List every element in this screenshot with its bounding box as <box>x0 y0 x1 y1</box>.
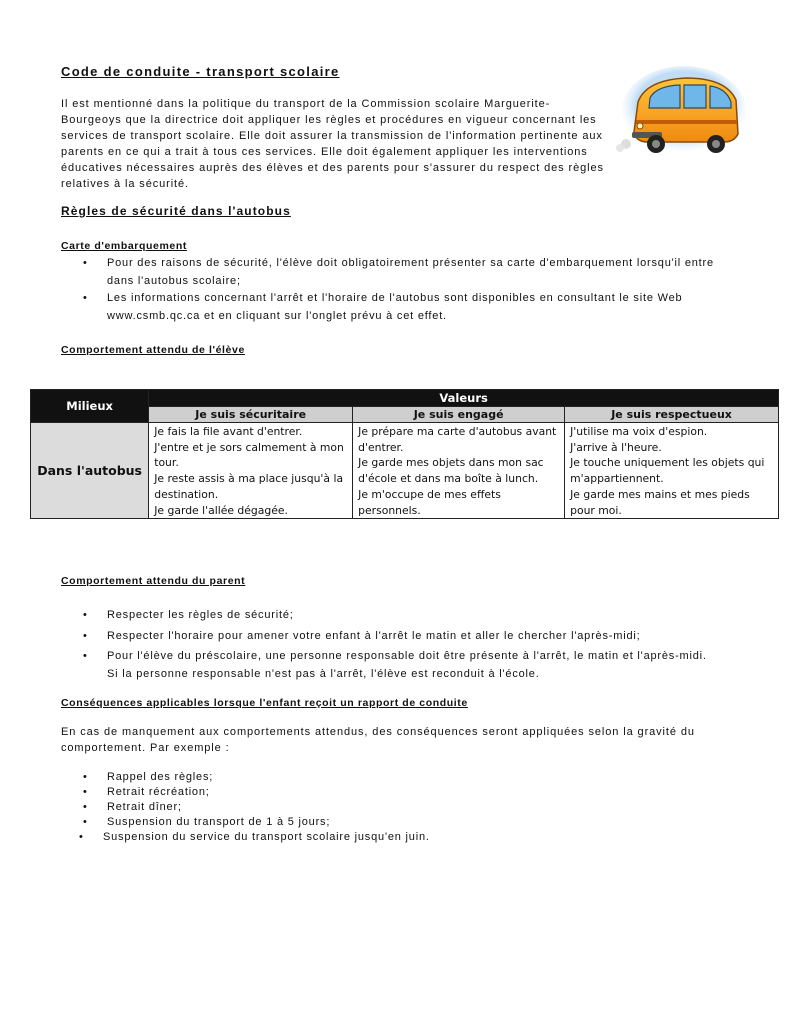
list-item: • Retrait dîner; <box>83 801 182 813</box>
consequences-bullet-list <box>79 770 707 845</box>
card-bullet-list <box>83 255 767 325</box>
intro-line: parents en ce qui a trait à tous ces services. Elle doit également appliquer les interventions <box>61 146 588 158</box>
subheading-consequences: Conséquences applicables lorsque l'enfant reçoit un rapport de conduite <box>61 697 468 709</box>
bullet-icon: • <box>83 816 88 828</box>
intro-paragraph <box>61 96 612 192</box>
list-item: • Suspension du transport de 1 à 5 jours; <box>83 816 331 828</box>
section-heading-rules: Règles de sécurité dans l'autobus <box>61 204 291 218</box>
bullet-icon: • <box>83 771 88 783</box>
sub-header-engage: Je suis engagé <box>353 407 565 423</box>
parent-bullet-list <box>83 607 777 683</box>
list-item: • Retrait récréation; <box>83 786 210 798</box>
subheading-card: Carte d'embarquement <box>61 240 187 252</box>
list-item: • Suspension du service du transport scolaire jusqu'en juin. <box>79 831 430 843</box>
table-cell-securitaire: Je fais la file avant d'entrer. J'entre et je sors calmement à mon tour. Je reste assis à ma place jusqu'à la destination. Je garde l'allée dégagée. <box>149 423 353 519</box>
intro-line: Bourgeoys que la directrice doit appliquer les règles et procédures en vigueur concernant les <box>61 114 597 126</box>
bullet-icon: • <box>83 257 88 269</box>
bullet-icon: • <box>83 629 88 642</box>
list-item: • Pour l'élève du préscolaire, une personne responsable doit être présente à l'arrêt, le matin et l'après-midi. Si la personne responsable n'est pas à l'arrêt, l'élève est reconduit à l'école. <box>83 650 707 680</box>
table-cell-respectueux: J'utilise ma voix d'espion. J'arrive à l'heure. Je touche uniquement les objets qui m'appartiennent. Je garde mes mains et mes pieds pour moi. <box>565 423 779 519</box>
list-item: • Respecter les règles de sécurité; <box>107 607 777 625</box>
intro-line: relatives à la sécurité. <box>61 178 189 190</box>
list-item: • Respecter l'horaire pour amener votre enfant à l'arrêt le matin et aller le chercher l'après-midi; <box>107 628 777 646</box>
sub-header-respectueux: Je suis respectueux <box>565 407 779 423</box>
bullet-icon: • <box>83 650 88 662</box>
list-item: • Pour des raisons de sécurité, l'élève doit obligatoirement présenter sa carte d'embarquement lorsqu'il entre dans l'autobus scolaire; <box>83 257 714 287</box>
bullet-icon: • <box>83 292 88 304</box>
subheading-parent: Comportement attendu du parent <box>61 575 246 587</box>
bullet-icon: • <box>83 609 88 621</box>
bullet-icon: • <box>83 801 88 813</box>
consequences-intro: En cas de manquement aux comportements attendus, des conséquences seront appliquées selon la gravité du comportement. Par exemple : <box>61 726 695 754</box>
intro-line: services de transport scolaire. Elle doit assurer la transmission de l'information pertinente aux <box>61 130 603 142</box>
col-header-valeurs: Valeurs <box>149 390 779 407</box>
intro-line: éducatives nécessaires auprès des élèves et des parents pour s'assurer du respect des règles <box>61 162 604 174</box>
bullet-icon: • <box>79 831 84 843</box>
values-table <box>30 389 779 519</box>
subheading-student: Comportement attendu de l'élève <box>61 344 245 356</box>
list-item: • Les informations concernant l'arrêt et l'horaire de l'autobus sont disponibles en consultant le site Web www.csmb.qc.ca et en cliquant sur l'onglet prévu à cet effet. <box>83 292 683 322</box>
intro-line: Il est mentionné dans la politique du transport de la Commission scolaire Marguerite- <box>61 98 551 110</box>
page-title: Code de conduite - transport scolaire <box>61 64 340 79</box>
col-header-milieux: Milieux <box>31 390 149 423</box>
school-bus-icon <box>616 62 748 162</box>
list-item: • Rappel des règles; <box>83 771 214 783</box>
bullet-icon: • <box>83 786 88 798</box>
table-cell-engage: Je prépare ma carte d'autobus avant d'entrer. Je garde mes objets dans mon sac d'école et dans ma boîte à lunch. Je m'occupe de mes effets personnels. <box>353 423 565 519</box>
row-label-autobus: Dans l'autobus <box>31 423 149 519</box>
table-row <box>31 423 779 519</box>
sub-header-securitaire: Je suis sécuritaire <box>149 407 353 423</box>
